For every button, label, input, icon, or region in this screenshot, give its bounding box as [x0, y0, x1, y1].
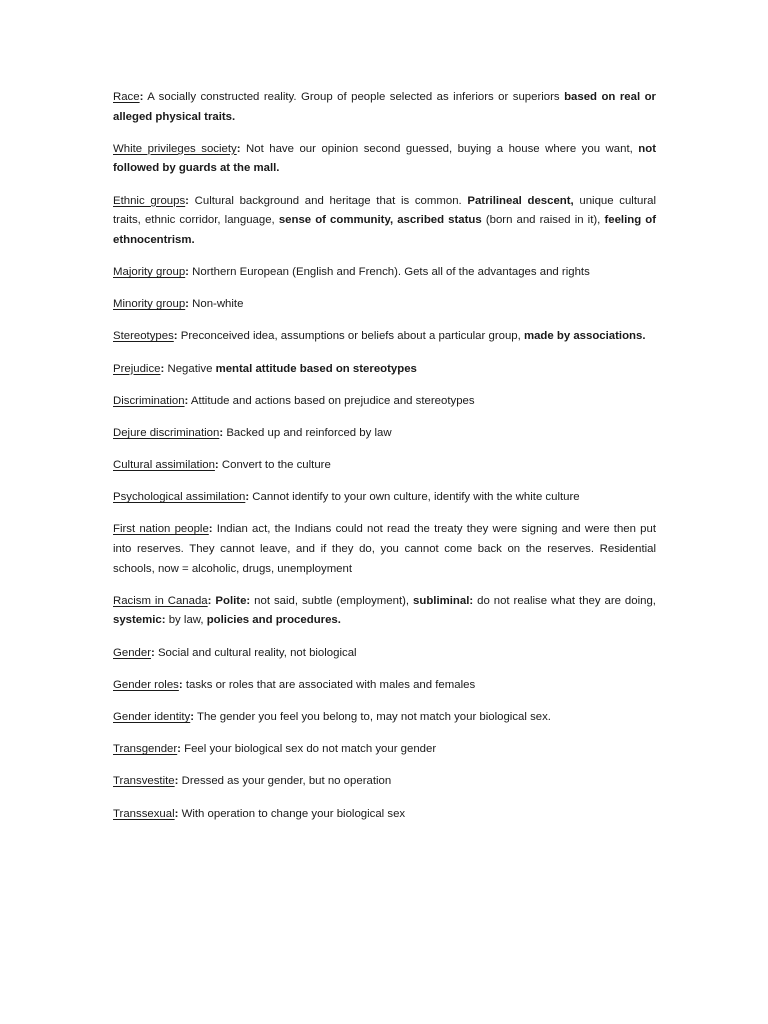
- term-colon: :: [173, 330, 178, 343]
- term-colon: :: [139, 91, 144, 103]
- definition-entry: [113, 488, 656, 508]
- definition-text: do not realise what they are doing,: [473, 594, 656, 607]
- definition-text: Backed up and reinforced by law: [223, 426, 392, 439]
- definition-entry: [113, 708, 656, 728]
- definition-text: Convert to the culture: [218, 459, 331, 472]
- definition-term: Gender roles: [113, 678, 179, 691]
- term-colon: :: [185, 194, 189, 207]
- definition-text-bold: policies and procedures.: [206, 614, 341, 627]
- definition-entry: [113, 456, 656, 476]
- term-colon: :: [208, 523, 213, 536]
- definition-entry: [113, 263, 656, 283]
- definition-entry: [113, 192, 656, 251]
- definition-text: A socially constructed reality. Group of people selected as inferiors or superiors: [143, 91, 565, 103]
- definition-entry: [113, 772, 656, 792]
- document-page: [113, 88, 656, 837]
- definition-text: not said, subtle (employment),: [250, 594, 414, 607]
- definition-text: Indian act, the Indians could not read the treaty they were signing and were then put into reserves. They cannot leave, and if they do, you cannot come back on the reserves. Residential schools, now = alcoholic, drugs, unemployment: [113, 523, 656, 575]
- definition-text: by law,: [165, 614, 207, 627]
- definition-term: Gender identity: [113, 710, 191, 723]
- term-colon: :: [207, 594, 212, 607]
- definition-text: Northern European (English and French). Gets all of the advantages and rights: [188, 265, 590, 278]
- definition-text: unique cultural traits, ethnic corridor, language,: [113, 194, 656, 227]
- definition-text-bold: mental attitude based on stereotypes: [215, 362, 417, 375]
- definition-entry: [113, 88, 656, 127]
- definition-text: Dressed as your gender, but no operation: [178, 775, 392, 788]
- definition-text-bold: made by associations.: [523, 330, 646, 343]
- definition-term: Race: [113, 91, 140, 103]
- definition-entry: [113, 520, 656, 579]
- definition-text: (born and raised in it),: [481, 214, 605, 227]
- definition-term: Racism in Canada: [113, 594, 208, 607]
- definition-text-bold: systemic:: [113, 614, 166, 627]
- term-colon: :: [236, 142, 241, 155]
- definition-text: Feel your biological sex do not match your gender: [180, 743, 437, 756]
- definition-term: First nation people: [113, 523, 209, 536]
- definition-text-bold: not followed by guards at the mall.: [113, 142, 657, 175]
- term-colon: :: [219, 426, 224, 439]
- term-colon: :: [185, 298, 189, 311]
- definition-term: Transgender: [113, 743, 178, 756]
- definition-text-bold: subliminal:: [413, 594, 474, 607]
- definition-text: The gender you feel you belong to, may not match your biological sex.: [194, 710, 551, 723]
- term-colon: :: [174, 807, 179, 820]
- definition-term: Psychological assimilation: [113, 491, 246, 504]
- definition-term: Prejudice: [113, 362, 161, 375]
- definition-entry: [113, 140, 656, 179]
- definition-term: Gender: [113, 646, 151, 659]
- term-colon: :: [160, 362, 165, 375]
- definition-text: Non-white: [188, 298, 244, 311]
- term-colon: :: [174, 775, 179, 788]
- definition-text: With operation to change your biological sex: [178, 807, 406, 820]
- definition-entry: [113, 295, 656, 315]
- definition-entry: [113, 592, 656, 631]
- definition-text: Not have our opinion second guessed, buying a house where you want,: [240, 142, 639, 155]
- definition-text: Cultural background and heritage that is common.: [188, 194, 468, 207]
- definition-text: Negative: [164, 362, 216, 375]
- definition-entry: [113, 740, 656, 760]
- definition-text-bold: Patrilineal descent,: [467, 194, 574, 207]
- term-colon: :: [178, 678, 183, 691]
- term-colon: :: [184, 394, 189, 407]
- definition-term: Transvestite: [113, 775, 175, 788]
- definition-entry: [113, 392, 656, 412]
- definition-term: Ethnic groups: [113, 194, 186, 207]
- definition-entry: [113, 805, 656, 825]
- term-colon: :: [185, 265, 189, 278]
- definition-term: Discrimination: [113, 394, 185, 407]
- definition-term: Dejure discrimination: [113, 426, 220, 439]
- term-colon: :: [245, 491, 250, 504]
- definition-term: Majority group: [113, 265, 186, 278]
- term-colon: :: [151, 646, 155, 659]
- definition-entry: [113, 360, 656, 380]
- definition-term: White privileges society: [113, 142, 237, 155]
- definition-text-bold: feeling of ethnocentrism.: [113, 214, 656, 246]
- term-colon: :: [214, 459, 219, 472]
- definition-entry: [113, 676, 656, 696]
- definition-text: Social and cultural reality, not biological: [154, 646, 357, 659]
- definition-entry: [113, 644, 656, 664]
- term-colon: :: [177, 743, 181, 756]
- definition-text: Preconceived idea, assumptions or beliefs about a particular group,: [177, 330, 524, 343]
- definition-text: tasks or roles that are associated with males and females: [182, 678, 476, 691]
- definition-term: Cultural assimilation: [113, 459, 215, 472]
- definition-term: Transsexual: [113, 807, 175, 820]
- definition-text: Cannot identify to your own culture, identify with the white culture: [249, 491, 580, 504]
- definition-term: Minority group: [113, 298, 186, 311]
- definition-text: Attitude and actions based on prejudice and stereotypes: [188, 394, 475, 407]
- definition-text-bold: based on real or alleged physical traits.: [113, 91, 656, 123]
- term-colon: :: [190, 710, 195, 723]
- definition-text-bold: Polite:: [211, 594, 251, 607]
- definition-entry: [113, 424, 656, 444]
- definition-term: Stereotypes: [113, 330, 174, 343]
- definition-text-bold: sense of community, ascribed status: [278, 214, 482, 227]
- definition-entry: [113, 327, 656, 347]
